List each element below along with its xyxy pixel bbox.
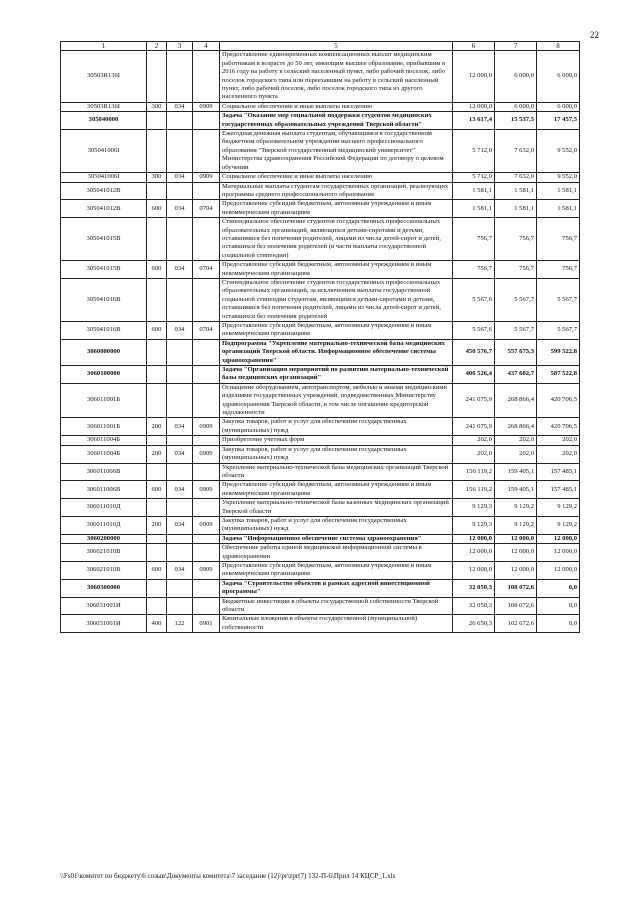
table-row [61,481,580,499]
department-code-cell: 034 [167,481,193,499]
expense-type-cell: 300 [147,173,167,182]
department-code-cell: 034 [167,561,193,579]
amount-year3-cell: 12 000,0 [537,544,580,562]
amount-year1-cell: 156 119,2 [453,463,495,481]
amount-year2-cell: 15 537,5 [495,112,537,130]
expense-type-cell: 300 [147,102,167,111]
target-code-cell: 305041006I [61,173,147,182]
section-code-cell: 0704 [193,200,220,218]
department-code-cell: 034 [167,445,193,463]
description-cell: Стипендиальное обеспечение студентов государственных профессиональных образовательных организаций, за исключением выплаты государственной социальной стипендии студентам, являющимся детьми-сиротами и детьми, оставшимися без попечения родителей, лицами из числа детей-сирот и детей, оставшихся без попечения родителей [220,278,453,321]
amount-year2-cell: 159 405,1 [495,481,537,499]
amount-year1-cell: 450 576,7 [453,339,495,365]
target-code-cell: 306011001Б [61,418,147,436]
page-number: 22 [590,30,599,40]
target-code-cell: 306011004Б [61,436,147,445]
table-row [61,445,580,463]
description-cell: Предоставление субсидий бюджетным, автономным учреждениям и иным некоммерческим организациям [220,481,453,499]
description-cell: Оснащение оборудованием, автотранспортом, мебелью и иными медицинскими изделиями государственных учреждений, подведомственных Министерству здравоохранения Тверской области, в том числе погашение кредиторской задолженности [220,383,453,418]
table-row [61,463,580,481]
table-row [61,112,580,130]
description-cell: Задача "Оказание мер социальной поддержки студентов медицинских государственных образовательных учреждений Тверской области" [220,112,453,130]
amount-year1-cell: 12 000,0 [453,51,495,102]
amount-year3-cell: 420 706,5 [537,418,580,436]
amount-year1-cell: 241 075,9 [453,418,495,436]
department-code-cell: 034 [167,261,193,279]
department-code-cell [167,544,193,562]
expense-type-cell [147,218,167,261]
description-cell: Бюджетные инвестиции в объекты государственной собственности Тверской области [220,597,453,615]
amount-year1-cell: 202,0 [453,445,495,463]
amount-year2-cell: 437 602,7 [495,366,537,384]
description-cell: Закупка товаров, работ и услуг для обеспечения государственных (муниципальных) нужд [220,516,453,534]
department-code-cell [167,534,193,543]
amount-year2-cell: 9 129,2 [495,516,537,534]
description-cell: Социальное обеспечение и иные выплаты населению [220,173,453,182]
department-code-cell [167,51,193,102]
target-code-cell: 306031001И [61,597,147,615]
table-row [61,383,580,418]
department-code-cell [167,579,193,597]
amount-year3-cell: 9 129,2 [537,516,580,534]
target-code-cell: 305041015B [61,218,147,261]
department-code-cell [167,218,193,261]
department-code-cell: 034 [167,516,193,534]
description-cell: Закупка товаров, работ и услуг для обеспечения государственных (муниципальных) нужд [220,418,453,436]
table-row [61,597,580,615]
amount-year1-cell: 12 000,0 [453,544,495,562]
amount-year2-cell: 12 000,0 [495,544,537,562]
table-row [61,130,580,173]
amount-year1-cell: 756,7 [453,261,495,279]
description-cell: Подпрограмма "Укрепление материально-технической базы медицинских организаций Тверской области. Информационное обеспечение системы здравоохранения" [220,339,453,365]
table-row [61,436,580,445]
column-header: 2 [147,42,167,51]
expense-type-cell [147,112,167,130]
amount-year3-cell: 1 581,1 [537,182,580,200]
description-cell: Предоставление единовременных компенсационных выплат медицинским работникам в возрасте до 50 лет, имеющим высшее образование, прибывшим в 2016 году на работу в сельский населенный пункт, либо рабочий поселок, либо поселок городского типа или переехавшим на работу в сельский населенный пункт, либо рабочий поселок, либо поселок городского типа из другого населенного пункта [220,51,453,102]
section-code-cell: 0909 [193,418,220,436]
expense-type-cell: 200 [147,418,167,436]
target-code-cell: 305040000 [61,112,147,130]
section-code-cell [193,366,220,384]
expense-type-cell: 600 [147,481,167,499]
amount-year1-cell: 5 567,6 [453,278,495,321]
department-code-cell [167,499,193,517]
section-code-cell [193,579,220,597]
amount-year1-cell: 406 526,4 [453,366,495,384]
amount-year1-cell: 26 650,3 [453,615,495,633]
expense-type-cell [147,278,167,321]
amount-year3-cell: 9 129,2 [537,499,580,517]
section-code-cell [193,499,220,517]
description-cell: Капитальные вложения в объекты государственной (муниципальной) собственности [220,615,453,633]
department-code-cell [167,366,193,384]
table-row [61,200,580,218]
amount-year3-cell: 756,7 [537,261,580,279]
amount-year1-cell: 12 000,0 [453,102,495,111]
description-cell: Стипендиальное обеспечение студентов государственных профессиональных образовательных организаций, являющихся детьми-сиротами и детьми, оставшимися без попечения родителей, лицами из числа детей-сирот и детей, оставшихся без попечения родителей (в части выплаты государственной социальной стипендии) [220,218,453,261]
target-code-cell: 306011006B [61,463,147,481]
target-code-cell: 306011004Б [61,445,147,463]
description-cell: Материальные выплаты студентам государственных организаций, реализующих программы среднего профессионального образования [220,182,453,200]
amount-year3-cell: 17 457,5 [537,112,580,130]
table-row [61,579,580,597]
table-row [61,173,580,182]
expense-type-cell [147,182,167,200]
amount-year1-cell: 5 712,0 [453,130,495,173]
section-code-cell [193,383,220,418]
table-row [61,366,580,384]
target-code-cell: 30503R136I [61,51,147,102]
table-row [61,615,580,633]
expense-type-cell [147,597,167,615]
amount-year1-cell: 9 129,3 [453,499,495,517]
expense-type-cell [147,51,167,102]
amount-year2-cell: 108 072,6 [495,597,537,615]
amount-year2-cell: 1 581,1 [495,200,537,218]
expense-type-cell [147,579,167,597]
target-code-cell: 306021010B [61,561,147,579]
amount-year2-cell: 102 672,6 [495,615,537,633]
amount-year3-cell: 599 522,8 [537,339,580,365]
target-code-cell: 30503R136I [61,102,147,111]
amount-year3-cell: 5 567,7 [537,322,580,340]
section-code-cell [193,51,220,102]
table-row [61,102,580,111]
description-cell: Предоставление субсидий бюджетным, автономным учреждениям и иным некоммерческим организациям [220,561,453,579]
section-code-cell [193,339,220,365]
description-cell: Предоставление субсидий бюджетным, автономным учреждениям и иным некоммерческим организациям [220,261,453,279]
amount-year2-cell: 557 675,3 [495,339,537,365]
description-cell: Задача "Информационное обеспечение системы здравоохранения" [220,534,453,543]
target-code-cell: 306011010Д [61,499,147,517]
section-code-cell: 0901 [193,615,220,633]
expense-type-cell [147,383,167,418]
section-code-cell [193,463,220,481]
amount-year1-cell: 202,0 [453,436,495,445]
amount-year1-cell: 1 581,1 [453,200,495,218]
target-code-cell: 305041015B [61,261,147,279]
expense-type-cell [147,544,167,562]
amount-year1-cell: 1 581,1 [453,182,495,200]
amount-year1-cell: 32 050,3 [453,579,495,597]
section-code-cell [193,278,220,321]
section-code-cell [193,544,220,562]
department-code-cell: 034 [167,200,193,218]
amount-year2-cell: 12 000,0 [495,534,537,543]
table-row [61,182,580,200]
budget-table [60,41,580,633]
department-code-cell [167,130,193,173]
target-code-cell: 305041016B [61,322,147,340]
amount-year3-cell: 0,0 [537,597,580,615]
amount-year2-cell: 5 567,7 [495,278,537,321]
description-cell: Закупка товаров, работ и услуг для обеспечения государственных (муниципальных) нужд [220,445,453,463]
amount-year2-cell: 108 072,6 [495,579,537,597]
column-header: 8 [537,42,580,51]
amount-year3-cell: 202,0 [537,436,580,445]
department-code-cell: 034 [167,102,193,111]
table-row [61,516,580,534]
column-header: 1 [61,42,147,51]
description-cell: Укрепление материально-технической базы медицинских организаций Тверской области [220,463,453,481]
table-row [61,322,580,340]
amount-year3-cell: 6 000,0 [537,51,580,102]
description-cell: Обеспечение работы единой медицинской информационной системы в здравоохранении [220,544,453,562]
target-code-cell: 306011010Д [61,516,147,534]
column-header: 5 [220,42,453,51]
amount-year1-cell: 32 050,3 [453,597,495,615]
section-code-cell: 0909 [193,102,220,111]
amount-year3-cell: 157 485,1 [537,463,580,481]
department-code-cell [167,112,193,130]
description-cell: Предоставление субсидий бюджетным, автономным учреждениям и иным некоммерческим организациям [220,322,453,340]
amount-year3-cell: 202,0 [537,445,580,463]
department-code-cell [167,436,193,445]
amount-year2-cell: 5 567,7 [495,322,537,340]
expense-type-cell [147,499,167,517]
section-code-cell: 0704 [193,261,220,279]
expense-type-cell [147,436,167,445]
department-code-cell: 034 [167,173,193,182]
amount-year1-cell: 5 567,6 [453,322,495,340]
expense-type-cell: 200 [147,445,167,463]
section-code-cell [193,130,220,173]
expense-type-cell: 200 [147,516,167,534]
expense-type-cell: 600 [147,261,167,279]
description-cell: Ежегодная денежная выплата студентам, обучающимся в государственном бюджетном образовательном учреждении высшего профессионального образования "Тверской государственный медицинский университет" Министерства здравоохранения Российской Федерации по договору о целевом обучении [220,130,453,173]
amount-year1-cell: 9 129,3 [453,516,495,534]
target-code-cell: 3060000000 [61,339,147,365]
amount-year1-cell: 5 712,0 [453,173,495,182]
table-header-row [61,42,580,51]
amount-year2-cell: 756,7 [495,261,537,279]
table-row [61,499,580,517]
description-cell: Социальное обеспечение и иные выплаты населению [220,102,453,111]
column-header: 4 [193,42,220,51]
amount-year2-cell: 1 581,1 [495,182,537,200]
table-row [61,278,580,321]
amount-year2-cell: 159 405,1 [495,463,537,481]
amount-year2-cell: 268 866,4 [495,418,537,436]
amount-year3-cell: 0,0 [537,579,580,597]
department-code-cell [167,597,193,615]
department-code-cell [167,182,193,200]
amount-year2-cell: 12 000,0 [495,561,537,579]
column-header: 7 [495,42,537,51]
section-code-cell: 0909 [193,173,220,182]
amount-year2-cell: 9 129,2 [495,499,537,517]
amount-year3-cell: 0,0 [537,615,580,633]
target-code-cell: 3060200000 [61,534,147,543]
department-code-cell: 034 [167,418,193,436]
amount-year2-cell: 7 632,0 [495,173,537,182]
amount-year2-cell: 268 866,4 [495,383,537,418]
amount-year2-cell: 202,0 [495,436,537,445]
amount-year1-cell: 12 000,0 [453,534,495,543]
amount-year1-cell: 12 000,0 [453,561,495,579]
expense-type-cell [147,534,167,543]
department-code-cell [167,278,193,321]
section-code-cell: 0704 [193,322,220,340]
target-code-cell: 3060100000 [61,366,147,384]
section-code-cell: 0909 [193,561,220,579]
column-header: 6 [453,42,495,51]
target-code-cell: 306031001И [61,615,147,633]
table-row [61,51,580,102]
expense-type-cell: 600 [147,561,167,579]
section-code-cell: 0909 [193,516,220,534]
amount-year2-cell: 6 000,0 [495,51,537,102]
table-row [61,534,580,543]
department-code-cell: 122 [167,615,193,633]
table-row [61,418,580,436]
amount-year3-cell: 6 000,0 [537,102,580,111]
amount-year1-cell: 13 617,4 [453,112,495,130]
amount-year1-cell: 756,7 [453,218,495,261]
section-code-cell [193,218,220,261]
target-code-cell: 305041016B [61,278,147,321]
column-header: 3 [167,42,193,51]
amount-year1-cell: 241 075,9 [453,383,495,418]
amount-year3-cell: 12 000,0 [537,534,580,543]
table-row [61,561,580,579]
section-code-cell [193,182,220,200]
amount-year3-cell: 9 552,0 [537,130,580,173]
amount-year3-cell: 157 485,1 [537,481,580,499]
expense-type-cell [147,463,167,481]
amount-year3-cell: 5 567,7 [537,278,580,321]
expense-type-cell: 600 [147,200,167,218]
amount-year3-cell: 1 581,1 [537,200,580,218]
target-code-cell: 305041012B [61,182,147,200]
section-code-cell [193,597,220,615]
amount-year1-cell: 156 119,2 [453,481,495,499]
amount-year3-cell: 420 706,5 [537,383,580,418]
department-code-cell [167,339,193,365]
target-code-cell: 306011006B [61,481,147,499]
department-code-cell: 034 [167,322,193,340]
section-code-cell [193,436,220,445]
amount-year3-cell: 756,7 [537,218,580,261]
expense-type-cell [147,339,167,365]
file-path-footer: \\Fs01\комитет по бюджету\6 созыв\Документы комитета\7 заседание (12)\pr\zpr(7) 132-П-6\Прил 14 КЦСР_1.xls [60,872,396,880]
amount-year3-cell: 9 552,0 [537,173,580,182]
expense-type-cell [147,130,167,173]
amount-year3-cell: 587 522,8 [537,366,580,384]
section-code-cell: 0909 [193,445,220,463]
department-code-cell [167,383,193,418]
target-code-cell: 305041006I [61,130,147,173]
target-code-cell: 305041012B [61,200,147,218]
expense-type-cell: 400 [147,615,167,633]
amount-year3-cell: 12 000,0 [537,561,580,579]
table-row [61,544,580,562]
department-code-cell [167,463,193,481]
table-row [61,339,580,365]
amount-year2-cell: 6 000,0 [495,102,537,111]
amount-year2-cell: 756,7 [495,218,537,261]
target-code-cell: 306021010B [61,544,147,562]
amount-year2-cell: 202,0 [495,445,537,463]
description-cell: Укрепление материально-технической базы казенных медицинских организаций Тверской области [220,499,453,517]
amount-year2-cell: 7 632,0 [495,130,537,173]
section-code-cell [193,534,220,543]
target-code-cell: 306011001Б [61,383,147,418]
table-row [61,218,580,261]
description-cell: Задача "Строительство объектов в рамках адресной инвестиционной программы" [220,579,453,597]
expense-type-cell: 600 [147,322,167,340]
description-cell: Предоставление субсидий бюджетным, автономным учреждениям и иным некоммерческим организациям [220,200,453,218]
description-cell: Задача "Организация мероприятий по развитию материально-технической базы медицинских организаций" [220,366,453,384]
expense-type-cell [147,366,167,384]
description-cell: Приобретение учетных форм [220,436,453,445]
target-code-cell: 3060300000 [61,579,147,597]
table-row [61,261,580,279]
section-code-cell: 0909 [193,481,220,499]
section-code-cell [193,112,220,130]
